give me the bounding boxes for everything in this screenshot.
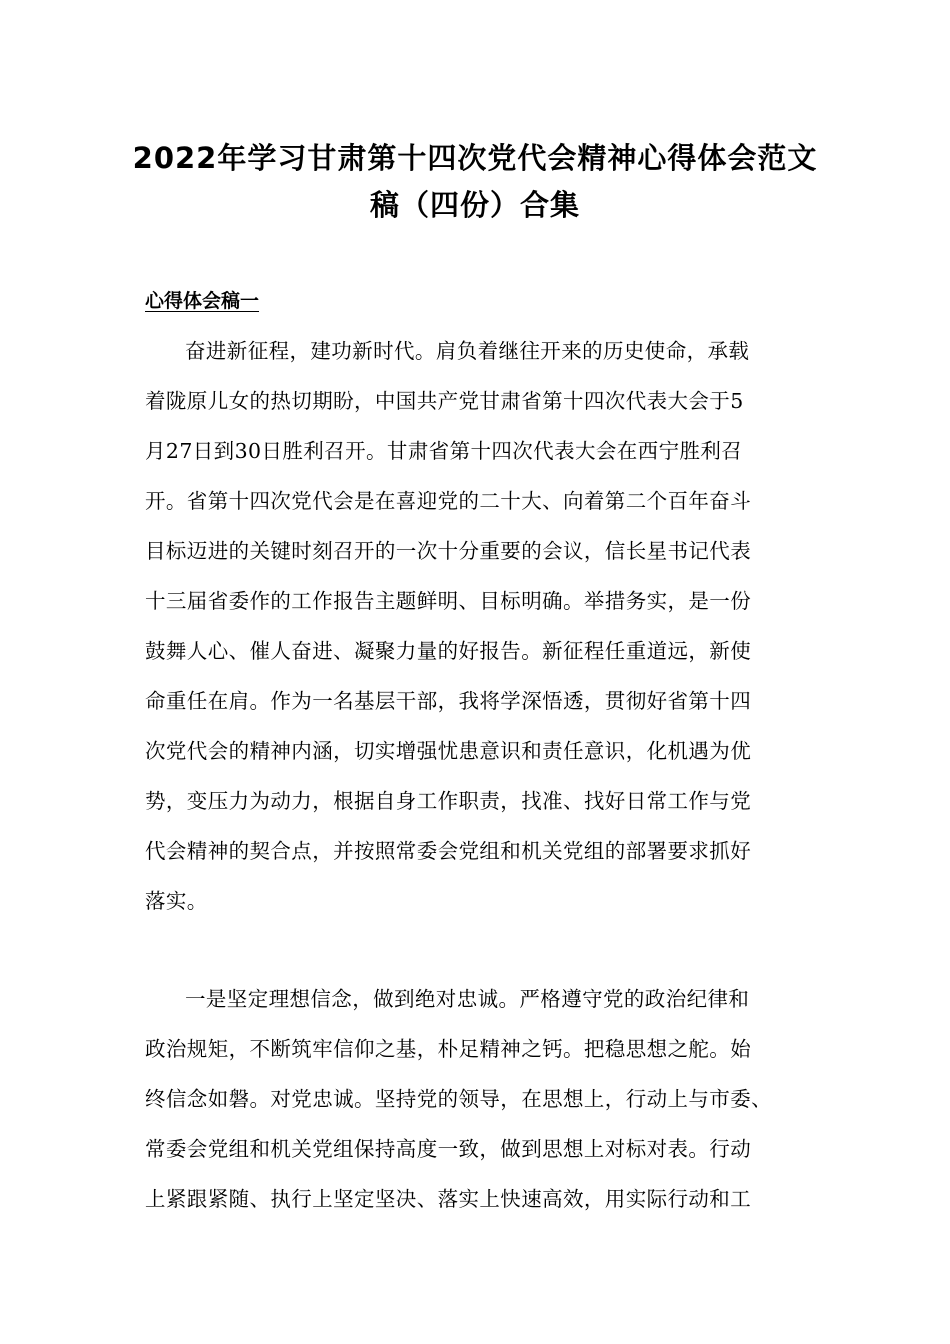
document-title-line-1: 2022年学习甘肃第十四次党代会精神心得体会范文 — [132, 141, 818, 175]
paragraph-line: 命重任在肩。作为一名基层干部，我将学深悟透，贯彻好省第十四 — [145, 689, 752, 713]
section-heading: 心得体会稿一 — [145, 290, 260, 312]
paragraph-line: 十三届省委作的工作报告主题鲜明、目标明确。举措务实，是一份 — [145, 589, 752, 613]
paragraph-line: 落实。 — [145, 889, 208, 913]
document-title-line-2: 稿（四份）合集 — [369, 188, 580, 222]
paragraph-line: 势，变压力为动力，根据自身工作职责，找准、找好日常工作与党 — [145, 789, 752, 813]
paragraph-line: 次党代会的精神内涵，切实增强忧患意识和责任意识，化机遇为优 — [145, 739, 752, 763]
paragraph-line: 终信念如磐。对党忠诚。坚持党的领导，在思想上，行动上与市委、 — [145, 1087, 772, 1111]
paragraph-line: 政治规矩，不断筑牢信仰之基，朴足精神之钙。把稳思想之舵。始 — [145, 1037, 752, 1061]
paragraph-line: 奋进新征程，建功新时代。肩负着继往开来的历史使命，承载 — [185, 339, 750, 363]
paragraph-line: 开。省第十四次党代会是在喜迎党的二十大、向着第二个百年奋斗 — [145, 489, 752, 513]
paragraph-line: 目标迈进的关键时刻召开的一次十分重要的会议，信长星书记代表 — [145, 539, 752, 563]
paragraph-line: 常委会党组和机关党组保持高度一致，做到思想上对标对表。行动 — [145, 1137, 752, 1161]
paragraph-line: 代会精神的契合点，并按照常委会党组和机关党组的部署要求抓好 — [145, 839, 752, 863]
paragraph-line: 着陇原儿女的热切期盼，中国共产党甘肃省第十四次代表大会于5 — [145, 389, 744, 413]
paragraph-line: 月27日到30日胜利召开。甘肃省第十四次代表大会在西宁胜利召 — [145, 439, 743, 463]
paragraph-line: 鼓舞人心、催人奋进、凝聚力量的好报告。新征程任重道远，新使 — [145, 639, 752, 663]
paragraph-line: 上紧跟紧随、执行上坚定坚决、落实上快速高效，用实际行动和工 — [145, 1187, 752, 1211]
paragraph-line: 一是坚定理想信念，做到绝对忠诚。严格遵守党的政治纪律和 — [185, 987, 750, 1011]
